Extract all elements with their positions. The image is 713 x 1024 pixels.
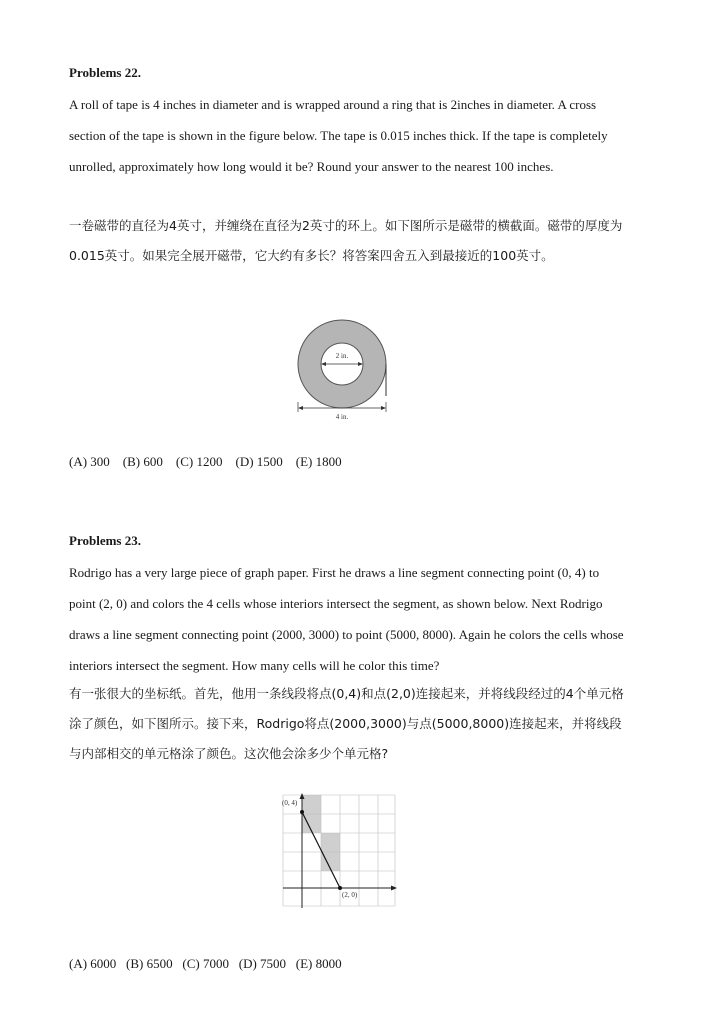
start-point-label: (0, 4)	[282, 799, 298, 807]
problem-22-chinese-text: 一卷磁带的直径为4英寸，并缠绕在直径为2英寸的环上。如下图所示是磁带的横截面。磁带的厚度为0.015英寸。如果完全展开磁带，它大约有多长？将答案四舍五入到最接近的100英寸。	[69, 218, 623, 263]
choice-a: (A) 300	[69, 454, 110, 469]
x-axis-arrow	[391, 886, 397, 891]
inner-diameter-label: 2 in.	[335, 352, 349, 360]
choice-d: (D) 1500	[235, 454, 283, 469]
choice-a: (A) 6000	[69, 956, 117, 971]
problem-22-choices	[69, 454, 342, 470]
problem-23-english-text: Rodrigo has a very large piece of graph paper. First he draws a line segment connecting point (0, 4) to point (2, 0) and colors the 4 cells whose interiors intersect the segment, as shown below. Next Rodrigo draws a line segment connecting point (2000, 3000) to point (5000, 8000). Again he colors the cells whose interiors intersect the segment. How many cells will he color this time?	[69, 565, 624, 673]
problem-23-choices	[69, 956, 342, 972]
problem-23-title: Problems 23.	[69, 533, 141, 548]
problem-22-english-text: A roll of tape is 4 inches in diameter and is wrapped around a ring that is 2inches in diameter. A cross section of the tape is shown in the figure below. The tape is 0.015 inches thick. If the tape is completely unrolled, approximately how long would it be? Round your answer to the nearest 100 inches.	[69, 97, 608, 174]
outer-arrow-head-left	[298, 406, 303, 410]
choice-d: (D) 7500	[238, 956, 287, 971]
colored-cell	[321, 833, 340, 852]
graph-paper-figure	[280, 792, 400, 908]
segment-end-point	[338, 886, 342, 890]
choice-e: (E) 8000	[295, 956, 342, 971]
problem-23-chinese-text: 有一张很大的坐标纸。首先，他用一条线段将点(0,4)和点(2,0)连接起来，并将线段经过的4个单元格涂了颜色，如下图所示。接下来，Rodrigo将点(2000,3000)与点(5000,8000)连接起来，并将线段与内部相交的单元格涂了颜色。这次他会涂多少个单元格?	[69, 686, 624, 761]
choice-b: (B) 6500	[126, 956, 173, 971]
problem-22-title: Problems 22.	[69, 65, 141, 80]
segment-start-point	[300, 810, 304, 814]
outer-arrow-head-right	[381, 406, 386, 410]
choice-c: (C) 1200	[175, 454, 223, 469]
outer-diameter-label: 4 in.	[335, 413, 349, 421]
choice-c: (C) 7000	[182, 956, 229, 971]
choice-e: (E) 1800	[295, 454, 342, 469]
choice-b: (B) 600	[122, 454, 163, 469]
tape-roll-figure	[290, 312, 400, 427]
colored-cell	[302, 795, 321, 814]
end-point-label: (2, 0)	[342, 891, 358, 899]
